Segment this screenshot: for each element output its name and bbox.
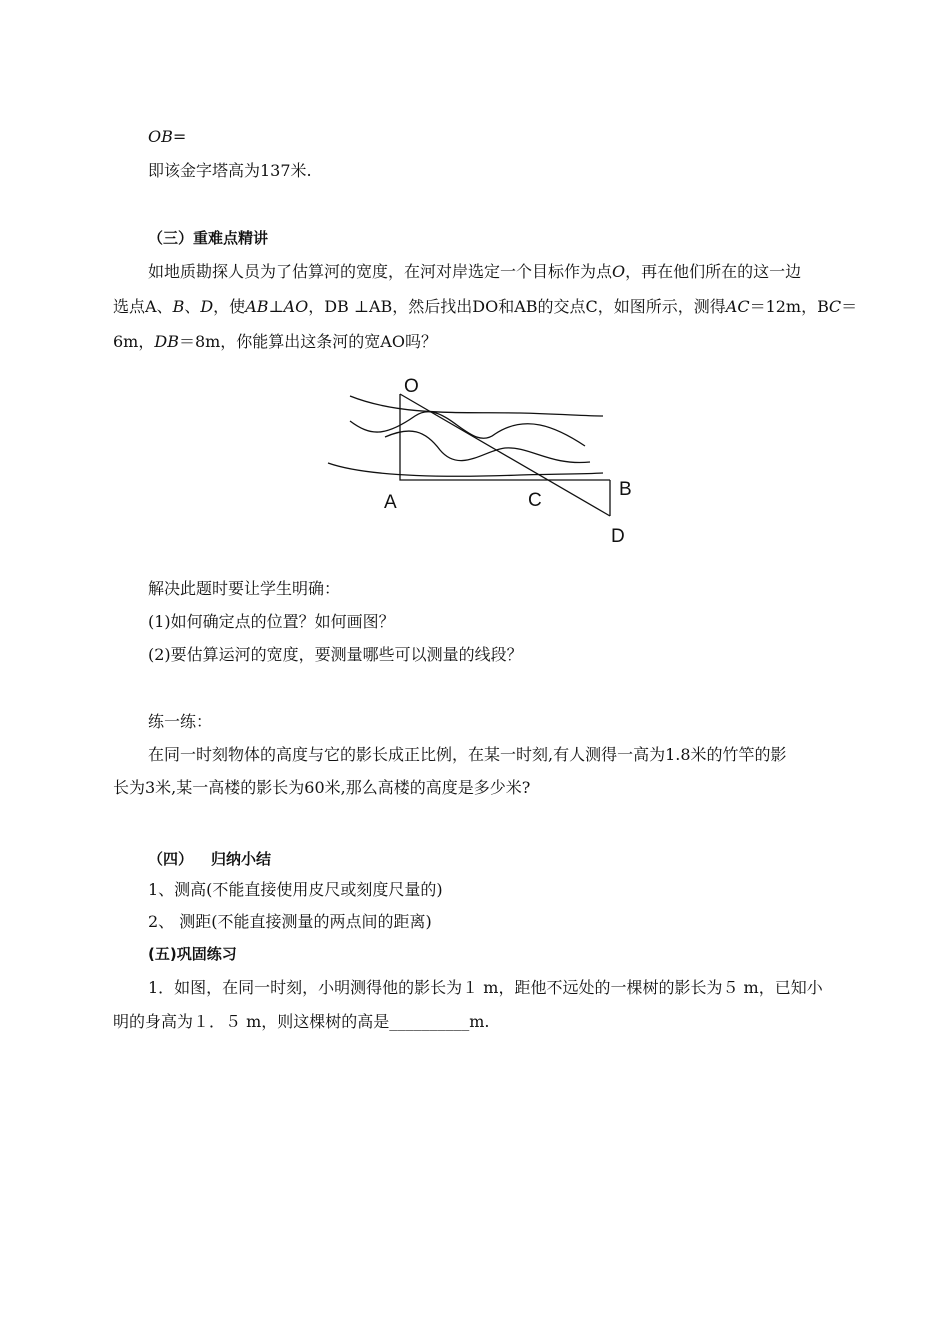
exercise-1-line-2: 明的身高为１．５ m，则这棵树的高是__________m. [113, 1012, 490, 1031]
note-intro: 解决此题时要让学生明确： [148, 579, 341, 598]
point-b: B [172, 297, 185, 316]
segment-ao: AO [283, 297, 309, 316]
perp-symbol: ⊥ [268, 297, 284, 316]
segment-ac: AC [725, 297, 750, 316]
problem-text: ，再在他们所在的这一边 [625, 262, 802, 281]
ob-line [148, 126, 873, 148]
note-item-2: (2)要估算运河的宽度，要测量哪些可以测量的线段？ [148, 645, 523, 664]
summary-item-1: 1、测高(不能直接使用皮尺或刻度尺量的) [148, 880, 443, 899]
problem-text: 选点A、 [113, 297, 173, 316]
segment-oab [400, 394, 610, 480]
problem-line-2 [113, 296, 858, 318]
point-d: D [200, 297, 214, 316]
practice-title: 练一练： [148, 712, 213, 731]
problem-text: ＝ [841, 297, 858, 316]
point-c: C [828, 297, 842, 316]
river-bank-near [328, 463, 603, 476]
label-o: O [404, 376, 419, 397]
pyramid-conclusion: 即该金字塔高为137米. [148, 161, 312, 180]
river-width-diagram [320, 372, 640, 550]
problem-text: 如地质勘探人员为了估算河的宽度，在河对岸选定一个目标作为点 [148, 262, 613, 281]
section-4-title: 归纳小结 [211, 850, 272, 868]
section-3-heading: （三）重难点精讲 [148, 229, 269, 247]
practice-line-2: 长为3米,某一高楼的影长为60米,那么高楼的高度是多少米? [113, 778, 531, 797]
point-o: O [612, 262, 626, 281]
problem-text: ＝12m，B [749, 297, 829, 316]
problem-text: ，DB ⊥AB，然后找出DO和AB的交点C，如图所示，测得 [308, 297, 726, 316]
label-d: D [611, 526, 625, 547]
river-wave-2 [385, 431, 590, 463]
ob-label: OB [148, 127, 173, 146]
problem-line-1 [148, 261, 838, 283]
segment-db: DB [154, 332, 179, 351]
summary-item-2: 2、 测距(不能直接测量的两点间的距离) [148, 912, 432, 931]
river-bank-far [350, 396, 603, 416]
segment-ab: AB [245, 297, 269, 316]
river-wave-1 [350, 412, 585, 446]
practice-line-1: 在同一时刻物体的高度与它的影长成正比例，在某一时刻,有人测得一高为1.8米的竹竿的影 [148, 745, 787, 764]
section-5-heading: (五)巩固练习 [148, 945, 237, 963]
problem-text: 、 [184, 297, 201, 316]
label-c: C [528, 490, 542, 511]
problem-text: 6m， [113, 332, 155, 351]
label-a: A [384, 492, 397, 513]
label-b: B [619, 479, 632, 500]
exercise-1-line-1: 1．如图，在同一时刻，小明测得他的影长为１ m，距他不远处的一棵树的影长为５ m，已知小 [148, 978, 823, 997]
section-4-number: （四） [148, 850, 194, 868]
section-4-heading [148, 848, 873, 870]
note-item-1: (1)如何确定点的位置？如何画图？ [148, 612, 395, 631]
problem-text: ，使 [213, 297, 246, 316]
problem-line-3 [113, 331, 838, 353]
problem-text: ＝8m，你能算出这条河的宽AO吗？ [178, 332, 437, 351]
ob-equals: = [172, 127, 187, 146]
